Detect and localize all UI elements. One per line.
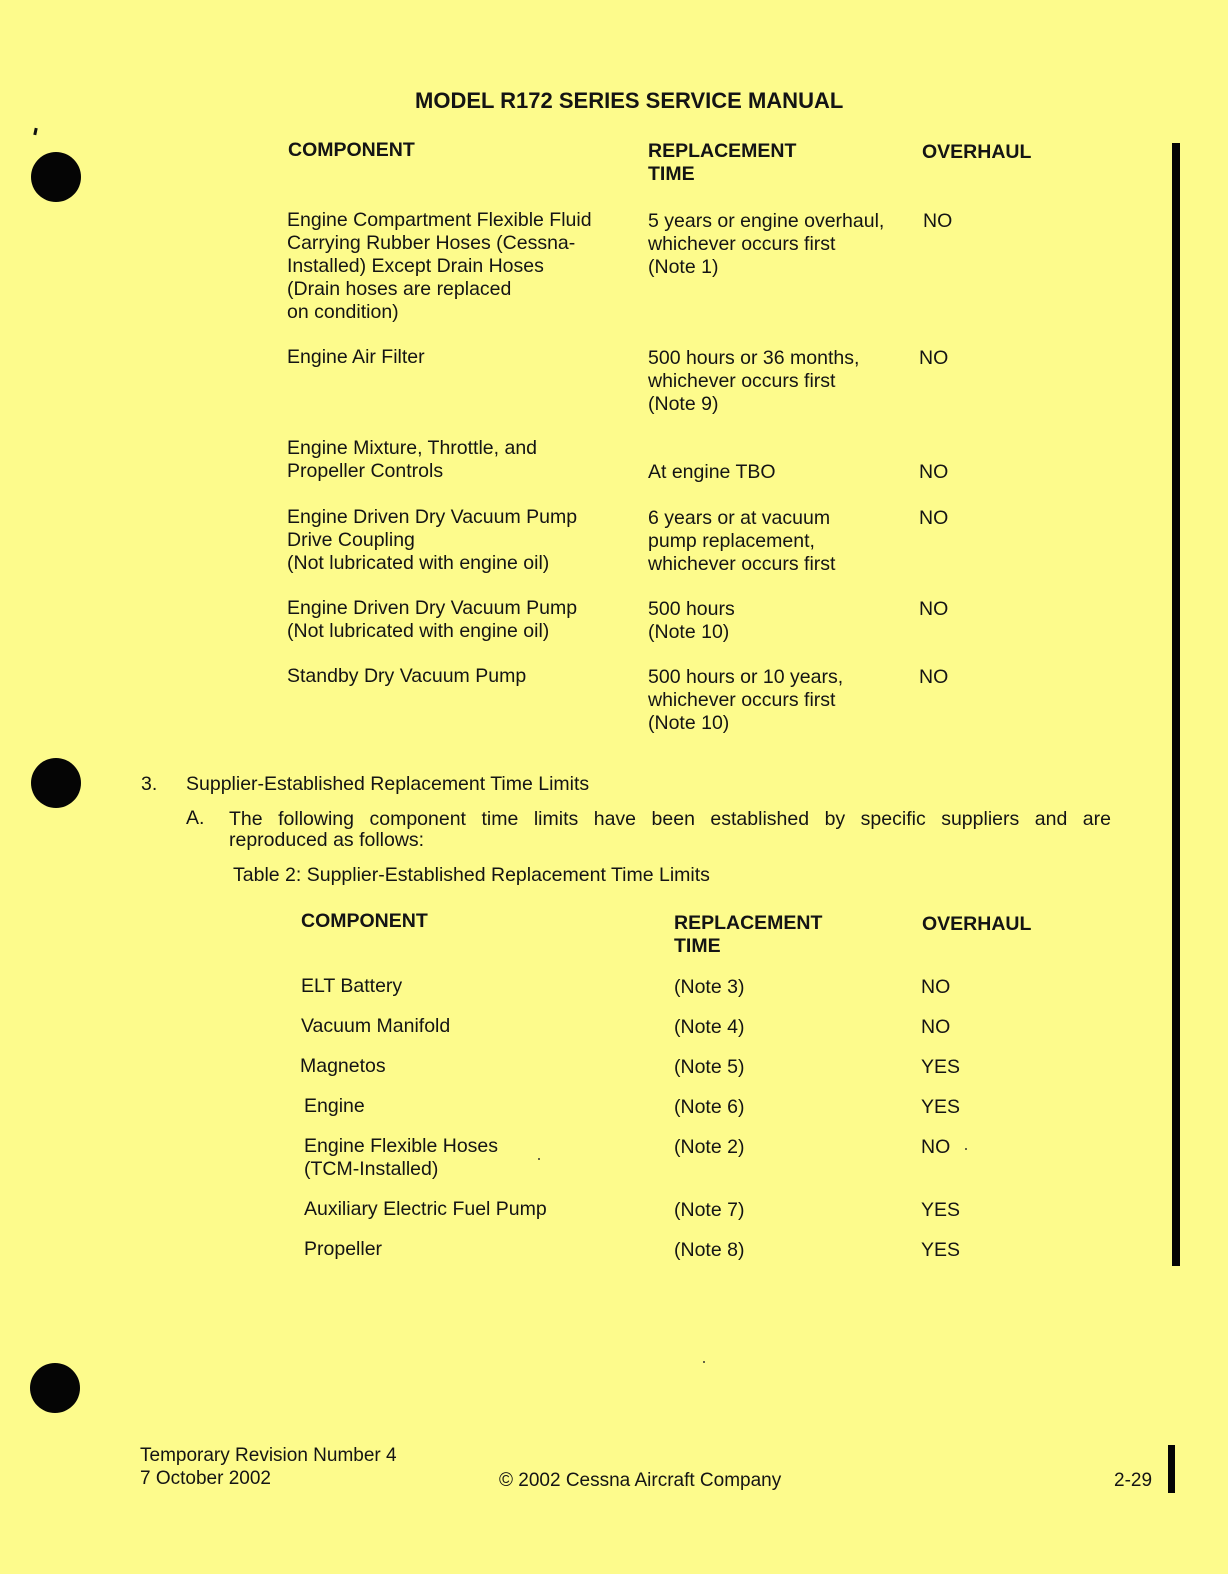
subsection-text-line1: The following component time limits have been established by specific suppliers and are	[229, 808, 1111, 830]
table1-row-6-overhaul: NO	[919, 666, 949, 688]
binder-hole-top	[31, 152, 81, 202]
scan-speck	[703, 1361, 705, 1363]
footer-page-number: 2-29	[1114, 1470, 1153, 1491]
table2-row-6-replacement: (Note 7)	[674, 1199, 745, 1221]
table1-row-2-replacement: 500 hours or 36 months, whichever occurs first (Note 9)	[648, 347, 860, 415]
section-number: 3.	[141, 773, 158, 795]
binder-hole-middle	[31, 758, 81, 808]
table2-row-4-replacement: (Note 6)	[674, 1096, 745, 1118]
table1-row-3-overhaul: NO	[919, 461, 949, 483]
table2-row-7-replacement: (Note 8)	[674, 1239, 745, 1261]
table2-row-3-replacement: (Note 5)	[674, 1056, 745, 1078]
table2-row-7-component: Propeller	[304, 1238, 383, 1260]
revision-bar	[1172, 143, 1180, 1266]
table2-row-2-component: Vacuum Manifold	[301, 1015, 451, 1037]
table2-row-1-component: ELT Battery	[301, 975, 403, 997]
scan-speck	[33, 128, 37, 135]
table1-header-replacement: REPLACEMENT TIME	[648, 140, 797, 185]
table1-header-overhaul: OVERHAUL	[922, 141, 1032, 163]
table2-row-4-overhaul: YES	[921, 1096, 961, 1118]
binder-hole-bottom	[30, 1363, 80, 1413]
table1-row-3-replacement: At engine TBO	[648, 461, 776, 483]
table2-header-component: COMPONENT	[301, 910, 428, 932]
table2-row-3-component: Magnetos	[300, 1055, 386, 1077]
table2-header-overhaul: OVERHAUL	[922, 913, 1032, 935]
table1-row-5-replacement: 500 hours (Note 10)	[648, 598, 735, 643]
table1-row-1-replacement: 5 years or engine overhaul, whichever occurs first (Note 1)	[648, 210, 885, 278]
table1-header-component: COMPONENT	[288, 139, 415, 161]
table2-row-6-component: Auxiliary Electric Fuel Pump	[304, 1198, 547, 1220]
section-heading: Supplier-Established Replacement Time Limits	[186, 773, 590, 795]
table2-caption: Table 2: Supplier-Established Replacement Time Limits	[233, 864, 710, 886]
table1-row-1-overhaul: NO	[923, 210, 953, 232]
scan-speck	[965, 1148, 967, 1150]
table2-row-2-replacement: (Note 4)	[674, 1016, 745, 1038]
table2-row-7-overhaul: YES	[921, 1239, 961, 1261]
table2-row-3-overhaul: YES	[921, 1056, 961, 1078]
table1-row-6-component: Standby Dry Vacuum Pump	[287, 665, 527, 687]
table1-row-5-component: Engine Driven Dry Vacuum Pump (Not lubricated with engine oil)	[287, 597, 578, 642]
subsection-text-line2: reproduced as follows:	[229, 829, 425, 851]
table2-row-1-replacement: (Note 3)	[674, 976, 745, 998]
table2-row-2-overhaul: NO	[921, 1016, 951, 1038]
footer-copyright: © 2002 Cessna Aircraft Company	[499, 1470, 782, 1491]
table2-row-5-replacement: (Note 2)	[674, 1136, 745, 1158]
table1-row-4-replacement: 6 years or at vacuum pump replacement, whichever occurs first	[648, 507, 836, 575]
table1-row-4-component: Engine Driven Dry Vacuum Pump Drive Coupling (Not lubricated with engine oil)	[287, 506, 578, 574]
table1-row-3-component: Engine Mixture, Throttle, and Propeller Controls	[287, 437, 538, 482]
table2-row-1-overhaul: NO	[921, 976, 951, 998]
revision-bar-footer	[1168, 1445, 1175, 1493]
page-title: MODEL R172 SERIES SERVICE MANUAL	[415, 88, 844, 113]
table1-row-2-overhaul: NO	[919, 347, 949, 369]
subsection-label: A.	[186, 807, 205, 829]
table2-row-5-overhaul: NO	[921, 1136, 951, 1158]
table1-row-6-replacement: 500 hours or 10 years, whichever occurs first (Note 10)	[648, 666, 844, 734]
table2-row-6-overhaul: YES	[921, 1199, 961, 1221]
table2-header-replacement: REPLACEMENT TIME	[674, 912, 823, 957]
table1-row-5-overhaul: NO	[919, 598, 949, 620]
scan-speck	[538, 1158, 540, 1160]
table1-row-2-component: Engine Air Filter	[287, 346, 425, 368]
table2-row-4-component: Engine	[304, 1095, 365, 1117]
table1-row-4-overhaul: NO	[919, 507, 949, 529]
table1-row-1-component: Engine Compartment Flexible Fluid Carrying Rubber Hoses (Cessna- Installed) Except Drain Hoses (Drain hoses are replaced on condition)	[287, 209, 592, 323]
table2-row-5-component: Engine Flexible Hoses (TCM-Installed)	[304, 1135, 499, 1180]
footer-revision: Temporary Revision Number 4 7 October 2002	[140, 1445, 397, 1489]
